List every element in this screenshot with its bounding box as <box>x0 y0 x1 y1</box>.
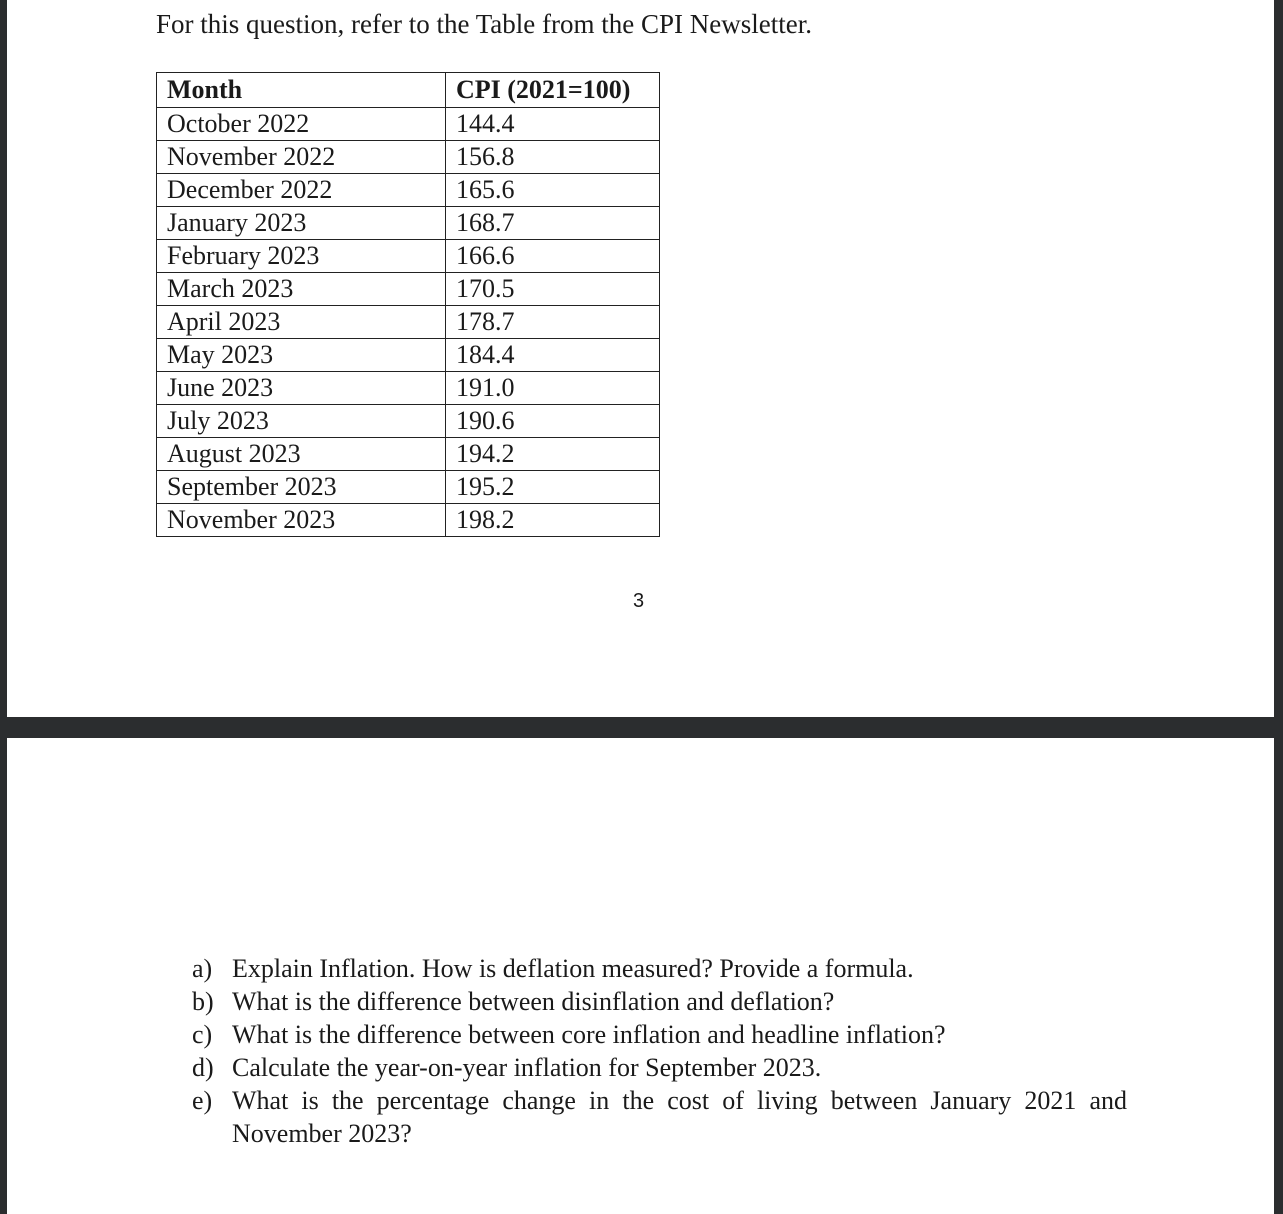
table-row <box>157 306 660 339</box>
cpi-cell: 170.5 <box>446 273 660 306</box>
month-cell: July 2023 <box>157 405 446 438</box>
cpi-cell: 156.8 <box>446 141 660 174</box>
question-text: What is the difference between core inflation and headline inflation? <box>232 1020 946 1049</box>
cpi-cell: 194.2 <box>446 438 660 471</box>
table-row <box>157 108 660 141</box>
month-cell: March 2023 <box>157 273 446 306</box>
table-row <box>157 372 660 405</box>
month-cell: December 2022 <box>157 174 446 207</box>
document-page-4 <box>7 738 1274 1214</box>
table-row <box>157 405 660 438</box>
question-marker: b) <box>192 987 214 1016</box>
cpi-table <box>156 72 660 537</box>
question-item <box>192 1018 1127 1051</box>
table-row <box>157 339 660 372</box>
cpi-cell: 198.2 <box>446 504 660 537</box>
month-cell: October 2022 <box>157 108 446 141</box>
table-row <box>157 504 660 537</box>
question-text: Calculate the year-on-year inflation for September 2023. <box>232 1053 822 1082</box>
month-cell: January 2023 <box>157 207 446 240</box>
question-list <box>192 952 1127 1150</box>
cpi-cell: 168.7 <box>446 207 660 240</box>
cpi-cell: 144.4 <box>446 108 660 141</box>
cpi-cell: 165.6 <box>446 174 660 207</box>
cpi-cell: 191.0 <box>446 372 660 405</box>
table-row <box>157 174 660 207</box>
intro-text: For this question, refer to the Table from the CPI Newsletter. <box>156 9 812 39</box>
month-cell: August 2023 <box>157 438 446 471</box>
document-page-3 <box>7 0 1274 717</box>
question-item <box>192 1084 1127 1150</box>
table-row <box>157 207 660 240</box>
month-cell: November 2022 <box>157 141 446 174</box>
month-cell: September 2023 <box>157 471 446 504</box>
question-item <box>192 985 1127 1018</box>
table-row <box>157 438 660 471</box>
question-item <box>192 1051 1127 1084</box>
question-marker: e) <box>192 1086 213 1115</box>
table-row <box>157 273 660 306</box>
header-cpi: CPI (2021=100) <box>446 73 660 108</box>
month-cell: May 2023 <box>157 339 446 372</box>
cpi-cell: 166.6 <box>446 240 660 273</box>
header-month: Month <box>157 73 446 108</box>
month-cell: November 2023 <box>157 504 446 537</box>
table-header-row <box>157 73 660 108</box>
question-item <box>192 952 1127 985</box>
question-marker: c) <box>192 1020 213 1049</box>
question-text: What is the difference between disinflation and deflation? <box>232 987 835 1016</box>
question-text: Explain Inflation. How is deflation measured? Provide a formula. <box>232 954 914 983</box>
question-text: What is the percentage change in the cost of living between January 2021 and November 2023? <box>232 1086 1127 1148</box>
question-marker: d) <box>192 1053 214 1082</box>
table-row <box>157 471 660 504</box>
cpi-cell: 184.4 <box>446 339 660 372</box>
month-cell: June 2023 <box>157 372 446 405</box>
cpi-cell: 178.7 <box>446 306 660 339</box>
table-row <box>157 141 660 174</box>
table-row <box>157 240 660 273</box>
cpi-cell: 190.6 <box>446 405 660 438</box>
month-cell: February 2023 <box>157 240 446 273</box>
cpi-cell: 195.2 <box>446 471 660 504</box>
question-marker: a) <box>192 954 213 983</box>
month-cell: April 2023 <box>157 306 446 339</box>
page-number: 3 <box>633 590 645 612</box>
